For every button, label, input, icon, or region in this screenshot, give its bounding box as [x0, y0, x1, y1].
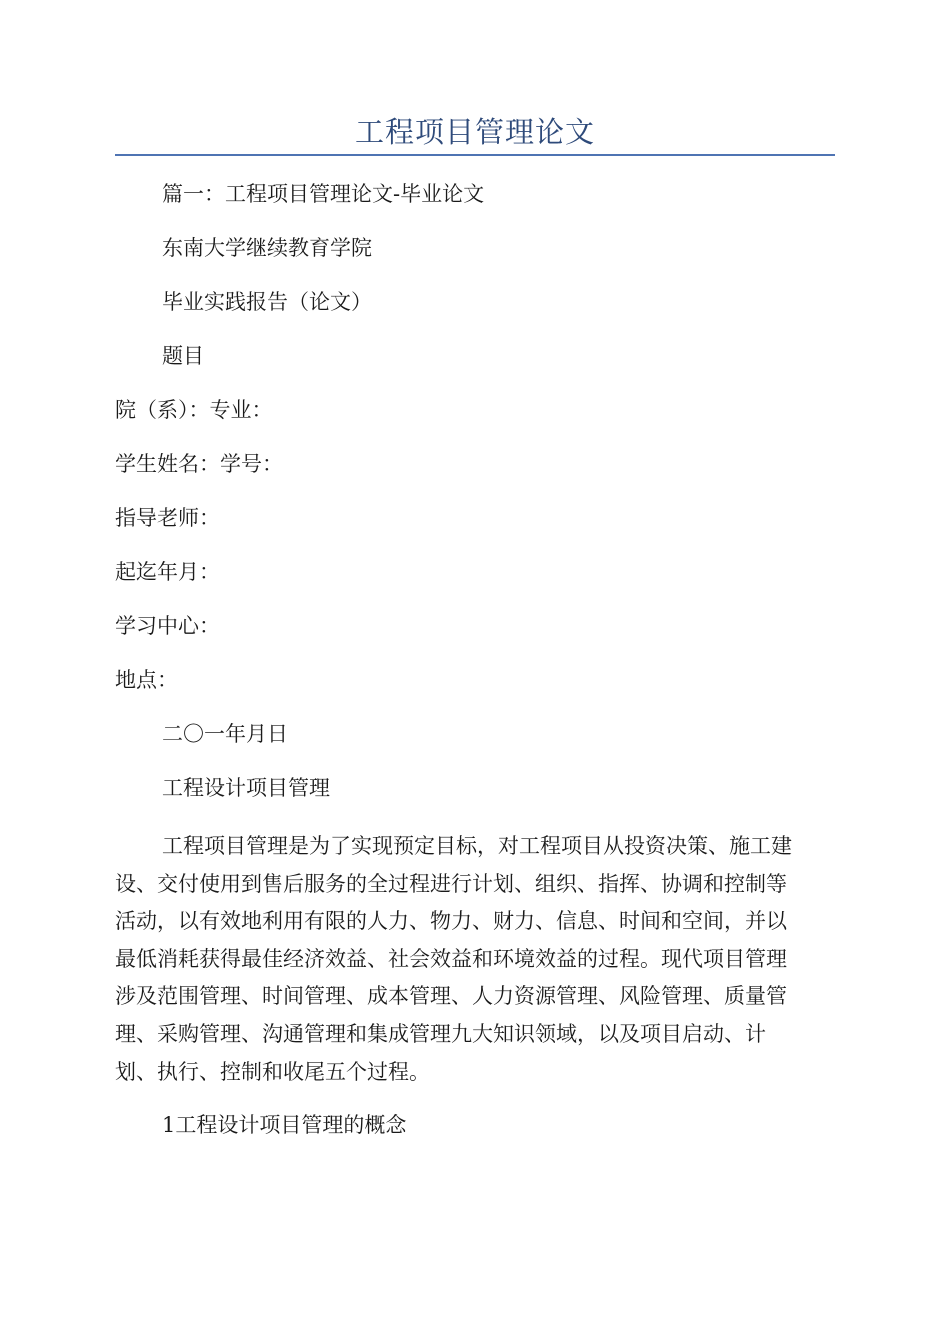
paragraph-line: 最低消耗获得最佳经济效益、社会效益和环境效益的过程。现代项目管理	[115, 946, 787, 971]
document-title: 工程项目管理论文	[354, 115, 595, 149]
paragraph-line: 划、执行、控制和收尾五个过程。	[115, 1059, 430, 1084]
body-paragraph	[115, 828, 835, 1091]
advisor-label: 指导老师：	[115, 506, 220, 530]
learning-center-label: 学习中心：	[115, 614, 220, 638]
topic-label: 题目	[162, 344, 204, 368]
student-name-id-label: 学生姓名：学号：	[115, 452, 283, 476]
title-underline	[115, 154, 835, 156]
section-title: 工程设计项目管理	[162, 776, 330, 800]
paragraph-line: 工程项目管理是为了实现预定目标，对工程项目从投资决策、施工建	[162, 834, 792, 858]
department-major-label: 院（系）：专业：	[115, 398, 273, 422]
subsection-heading: 1工程设计项目管理的概念	[162, 1113, 407, 1137]
paragraph-line: 理、采购管理、沟通管理和集成管理九大知识领域，以及项目启动、计	[115, 1021, 766, 1046]
part-one-heading: 篇一：工程项目管理论文-毕业论文	[162, 182, 485, 206]
paragraph-line: 涉及范围管理、时间管理、成本管理、人力资源管理、风险管理、质量管	[115, 984, 787, 1009]
location-label: 地点：	[115, 668, 178, 692]
report-type: 毕业实践报告（论文）	[162, 290, 372, 314]
paragraph-line: 活动，以有效地利用有限的人力、物力、财力、信息、时间和空间，并以	[115, 909, 787, 934]
period-label: 起迄年月：	[115, 560, 220, 584]
paragraph-line: 设、交付使用到售后服务的全过程进行计划、组织、指挥、协调和控制等	[115, 871, 787, 896]
school-name: 东南大学继续教育学院	[162, 236, 372, 260]
date-line: 二〇一年月日	[162, 722, 288, 746]
